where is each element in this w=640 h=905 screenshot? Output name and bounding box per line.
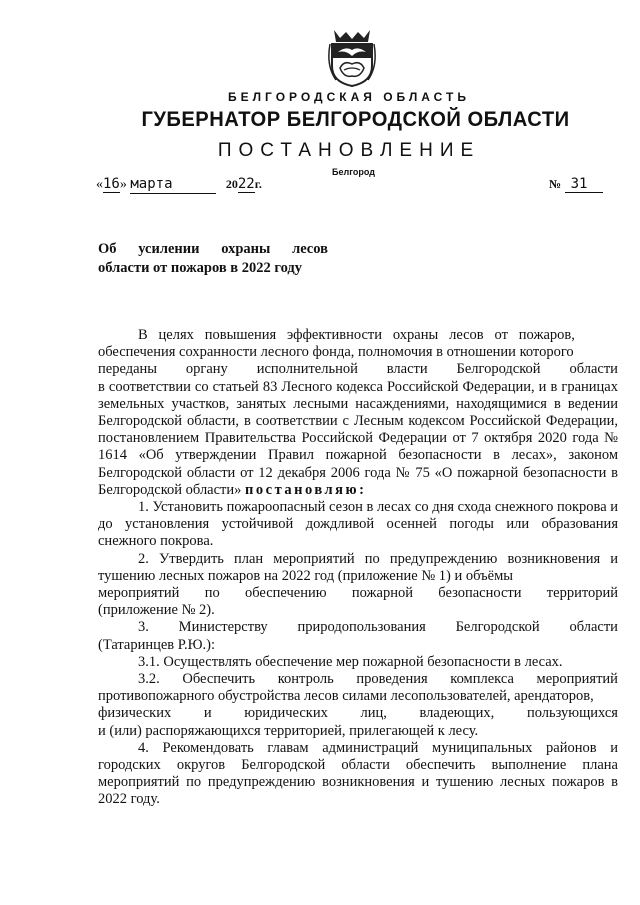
decree-word: постановляю: bbox=[245, 481, 367, 498]
item-4: 4. Рекомендовать главам администраций муниципальных районов и городских округов Белгородской области обеспечить выполнение плана мероприятий по предупреждению возникновения и тушению лесных пожаров в 2022 году. bbox=[98, 739, 618, 808]
word: 3. bbox=[138, 619, 149, 636]
item-2-line bbox=[98, 585, 618, 602]
item-3-end: (Татаринцев Р.Ю.): bbox=[98, 636, 216, 653]
decree-body bbox=[98, 327, 618, 809]
word: обеспечению bbox=[245, 585, 327, 602]
word: области bbox=[569, 619, 618, 636]
title-word: лесов bbox=[292, 241, 328, 257]
decree-title bbox=[98, 240, 328, 278]
word: территорий bbox=[546, 585, 618, 602]
word: Белгородской bbox=[455, 619, 540, 636]
word: природопользования bbox=[297, 619, 426, 636]
word: 3.2. bbox=[138, 671, 160, 688]
title-line-2: области от пожаров в 2022 году bbox=[98, 260, 303, 276]
word: исполнительной bbox=[256, 361, 358, 378]
authority-title: ГУБЕРНАТОР БЕЛГОРОДСКОЙ ОБЛАСТИ bbox=[141, 108, 570, 131]
region-name: БЕЛГОРОДСКАЯ ОБЛАСТЬ bbox=[228, 90, 470, 104]
decree-date bbox=[96, 176, 262, 194]
item-1: 1. Установить пожароопасный сезон в лесах со дня схода снежного покрова и до установления устойчивой дождливой осенней погоды или образования снежного покрова. bbox=[98, 499, 619, 550]
word: и bbox=[203, 705, 212, 722]
word: пользующихся bbox=[526, 705, 618, 722]
item-2-end: (приложение № 2). bbox=[98, 602, 215, 619]
item-2: 2. Утвердить план мероприятий по предупреждению возникновения и тушению лесных пожаров на 2022 год (приложение № 1) и объёмы bbox=[98, 550, 618, 584]
date-year-suffix: 22 bbox=[237, 176, 255, 192]
word: органу bbox=[185, 361, 228, 378]
word: по bbox=[204, 585, 220, 602]
word: владеющих, bbox=[419, 705, 495, 722]
title-line-1 bbox=[98, 240, 328, 259]
word: области bbox=[569, 361, 618, 378]
date-year-unit: г. bbox=[254, 177, 262, 191]
date-open-quote: « bbox=[96, 177, 103, 192]
number-value: 31 bbox=[565, 176, 603, 193]
item-3 bbox=[98, 619, 618, 636]
item-3-2-end: и (или) распоряжающихся территорией, прилегающей к лесу. bbox=[98, 722, 479, 739]
preamble-paragraph bbox=[98, 379, 618, 499]
word: контроль bbox=[277, 671, 334, 688]
number-label: № bbox=[549, 177, 562, 191]
date-month: марта bbox=[130, 176, 173, 192]
word: юридических bbox=[244, 705, 328, 722]
item-3-2-line bbox=[98, 705, 618, 722]
word: физических bbox=[98, 705, 172, 722]
date-year-prefix: 20 bbox=[225, 177, 238, 191]
city-name: Белгород bbox=[332, 167, 375, 177]
word: проведения bbox=[356, 671, 428, 688]
word: лиц, bbox=[360, 705, 387, 722]
title-word: охраны bbox=[221, 241, 271, 257]
word: Министерству bbox=[178, 619, 268, 636]
preamble-line: обеспечения сохранности лесного фонда, полномочия в отношении которого bbox=[98, 344, 574, 361]
word: власти bbox=[386, 361, 428, 378]
title-word: Об bbox=[98, 241, 117, 257]
preamble-line bbox=[98, 361, 618, 378]
decree-number bbox=[549, 176, 603, 193]
preamble-text: в соответствии со статьей 83 Лесного кодекса Российской Федерации, и в границах земельных участков, занятых лесными насаждениями, находящимися в ведении Белгородской области, в соответствии с Лесным кодексом Российской Федерации, постановлением Правительства Российской Федерации от 7 октября 2020 года № 1614 «Об утверждении Правил пожарной безопасности в лесах», законом Белгородской области от 12 декабря 2006 года № 75 «О пожарной безопасности в Белгородской области» bbox=[98, 378, 618, 498]
word: безопасности bbox=[438, 585, 522, 602]
item-3-1: 3.1. Осуществлять обеспечение мер пожарной безопасности в лесах. bbox=[138, 653, 563, 670]
word: Обеспечить bbox=[182, 671, 256, 688]
word: пожарной bbox=[351, 585, 413, 602]
word: переданы bbox=[98, 361, 158, 378]
word: мероприятий bbox=[98, 585, 180, 602]
belgorod-coat-of-arms-icon bbox=[326, 26, 378, 88]
word: комплекса bbox=[450, 671, 514, 688]
word: мероприятий bbox=[536, 671, 618, 688]
word: Белгородской bbox=[456, 361, 541, 378]
item-3-2 bbox=[98, 671, 618, 688]
preamble-line: В целях повышения эффективности охраны лесов от пожаров, bbox=[138, 327, 575, 343]
title-word: усилении bbox=[138, 241, 200, 257]
document-type: ПОСТАНОВЛЕНИЕ bbox=[217, 140, 481, 161]
item-3-2-line: противопожарного обустройства лесов силами лесопользователей, арендаторов, bbox=[98, 688, 594, 705]
date-day: 16 bbox=[103, 176, 120, 192]
date-close-quote: » bbox=[119, 177, 127, 192]
